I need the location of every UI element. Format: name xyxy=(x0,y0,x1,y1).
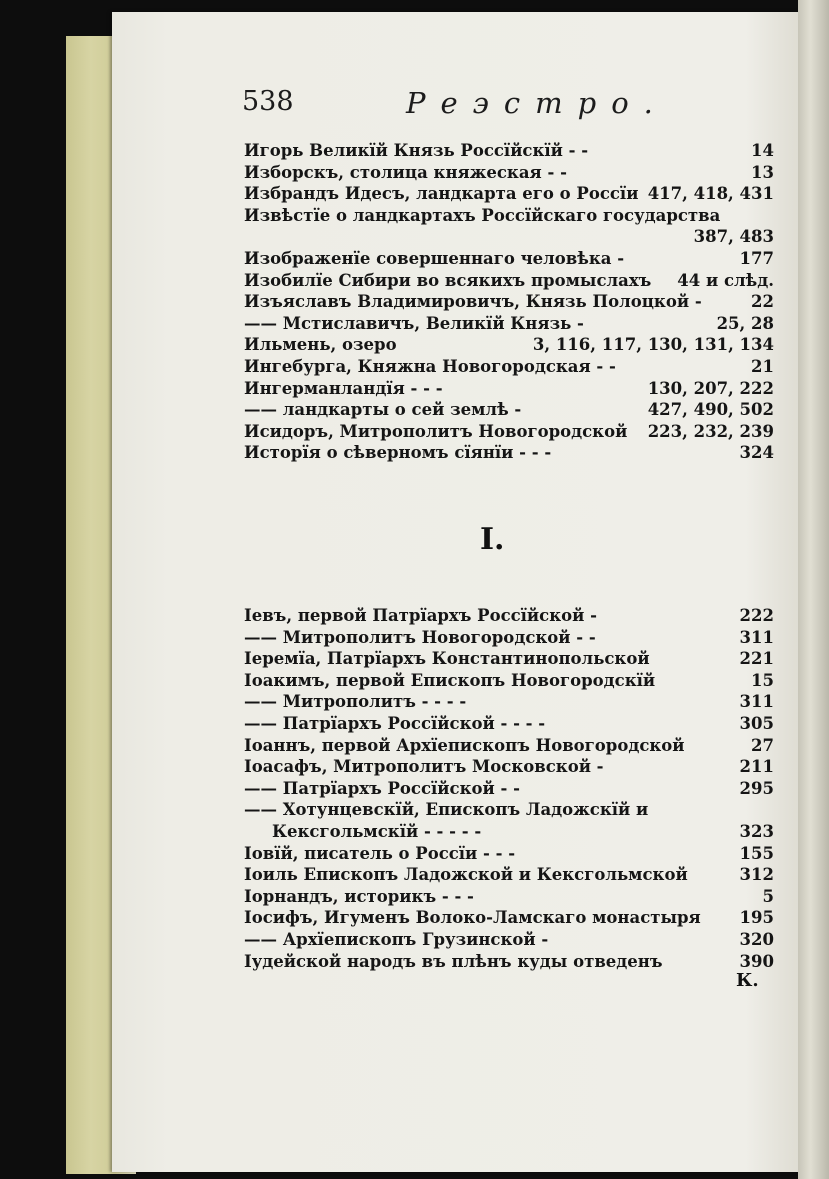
index-entry xyxy=(244,628,774,650)
index-entry xyxy=(244,184,774,206)
index-entry xyxy=(244,649,774,671)
entry-pages: 390 xyxy=(739,951,774,971)
entry-pages: 323 xyxy=(739,821,774,841)
entry-text: Iудейской народъ въ плѣнъ куды отведенъ xyxy=(244,951,663,971)
index-entry xyxy=(244,357,774,379)
entry-text: Iевъ, первой Патрїархъ Россїйской - xyxy=(244,606,597,625)
entry-text: —— ландкарты о сей землѣ - xyxy=(244,400,522,420)
index-entry xyxy=(244,844,774,866)
index-entry xyxy=(244,692,774,714)
entry-pages: 3, 116, 117, 130, 131, 134 xyxy=(532,335,774,355)
index-entry xyxy=(244,141,774,163)
entry-text: Кексгольмскїй - - - - - xyxy=(272,821,482,841)
entry-pages: 5 xyxy=(762,886,774,906)
section-heading: I. xyxy=(480,522,505,557)
index-list-i-decimal xyxy=(244,606,774,973)
entry-text: Извѣстїе о ландкартахъ Россїйскаго государства xyxy=(244,205,721,225)
entry-text: Iоиль Епископъ Ладожской и Кексгольмской xyxy=(244,865,688,885)
entry-text: Iоаннъ, первой Архїепископъ Новогородской xyxy=(244,735,685,755)
page-header xyxy=(242,86,782,126)
entry-text: —— Архїепископъ Грузинской - xyxy=(244,929,549,949)
index-entry xyxy=(244,163,774,185)
entry-pages: 195 xyxy=(739,908,774,928)
entry-text: Исидоръ, Митрополитъ Новогородской xyxy=(244,421,628,441)
entry-text: Iосифъ, Игуменъ Волоко-Ламскаго монастыря xyxy=(244,908,701,928)
entry-text: Изображенїе совершеннаго человѣка - xyxy=(244,248,625,268)
entry-pages: 320 xyxy=(739,929,774,949)
entry-text: Ингебурга, Княжна Новогородская - - xyxy=(244,356,616,376)
index-list-i xyxy=(244,141,774,465)
index-entry xyxy=(244,779,774,801)
entry-pages: 387, 483 xyxy=(693,227,774,247)
index-entry xyxy=(244,714,774,736)
index-entry-continuation xyxy=(244,822,774,844)
index-entry xyxy=(244,400,774,422)
index-entry xyxy=(244,757,774,779)
entry-pages: 15 xyxy=(751,670,774,690)
entry-pages: 14 xyxy=(751,141,774,160)
index-entry xyxy=(244,736,774,758)
entry-text: Изъяславъ Владимировичъ, Князь Полоцкой - xyxy=(244,292,702,312)
index-entry xyxy=(244,930,774,952)
entry-text: Iеремїа, Патрїархъ Константинопольской xyxy=(244,649,650,669)
entry-text: —— Хотунцевскїй, Епископъ Ладожскїй и xyxy=(244,800,649,820)
entry-pages: 221 xyxy=(739,649,774,669)
entry-pages: 311 xyxy=(739,692,774,712)
entry-text: Iовїй, писатель о Россїи - - - xyxy=(244,843,516,863)
entry-text: Iоакимъ, первой Епископъ Новогородскїй xyxy=(244,670,656,690)
entry-text: Игорь Великїй Князь Россїйскїй - - xyxy=(244,141,589,160)
entry-pages: 324 xyxy=(739,443,774,463)
entry-pages: 427, 490, 502 xyxy=(647,400,774,420)
index-entry xyxy=(244,443,774,465)
index-entry xyxy=(244,671,774,693)
index-entry xyxy=(244,908,774,930)
entry-text: Изобилїе Сибири во всякихъ промыслахъ xyxy=(244,270,652,290)
entry-pages: 21 xyxy=(751,356,774,376)
index-entry xyxy=(244,335,774,357)
index-entry xyxy=(244,249,774,271)
page-number: 538 xyxy=(242,86,294,117)
entry-text: Исторїя о сѣверномъ сїянїи - - - xyxy=(244,443,552,463)
entry-pages: 130, 207, 222 xyxy=(647,378,774,398)
entry-pages: 223, 232, 239 xyxy=(647,421,774,441)
entry-text: —— Патрїархъ Россїйской - - - - xyxy=(244,713,546,733)
entry-text: Избрандъ Идесъ, ландкарта его о Россїи xyxy=(244,184,639,204)
entry-pages: 44 и слѣд. xyxy=(677,270,774,290)
entry-text: —— Патрїархъ Россїйской - - xyxy=(244,778,520,798)
running-title: Реэстро. xyxy=(406,86,668,120)
entry-text: Iорнандъ, историкъ - - - xyxy=(244,886,474,906)
facing-page-edge xyxy=(798,0,829,1179)
index-entry-continuation xyxy=(244,227,774,249)
entry-pages: 222 xyxy=(739,606,774,625)
index-entry xyxy=(244,206,774,228)
entry-pages: 417, 418, 431 xyxy=(647,184,774,204)
entry-text: Ингерманландїя - - - xyxy=(244,378,443,398)
entry-text: Iоасафъ, Митрополитъ Московской - xyxy=(244,757,604,777)
entry-text: Изборскъ, столица княжеская - - xyxy=(244,162,567,182)
entry-pages: 27 xyxy=(751,735,774,755)
entry-text: —— Мстиславичъ, Великїй Князь - xyxy=(244,313,584,333)
entry-pages: 295 xyxy=(739,778,774,798)
index-entry xyxy=(244,800,774,822)
entry-pages: 13 xyxy=(751,162,774,182)
index-entry xyxy=(244,422,774,444)
index-entry xyxy=(244,952,774,974)
index-entry xyxy=(244,379,774,401)
catchword: К. xyxy=(736,970,759,991)
index-entry xyxy=(244,314,774,336)
index-entry xyxy=(244,292,774,314)
index-entry xyxy=(244,865,774,887)
entry-pages: 211 xyxy=(739,757,774,777)
entry-pages: 177 xyxy=(739,248,774,268)
entry-pages: 22 xyxy=(751,292,774,312)
index-entry xyxy=(244,887,774,909)
index-entry xyxy=(244,271,774,293)
entry-text: Ильмень, озеро xyxy=(244,335,397,355)
index-entry xyxy=(244,606,774,628)
entry-text: —— Митрополитъ - - - - xyxy=(244,692,467,712)
entry-pages: 312 xyxy=(739,865,774,885)
entry-pages: 25, 28 xyxy=(716,313,774,333)
entry-pages: 311 xyxy=(739,627,774,647)
entry-pages: 305 xyxy=(739,713,774,733)
entry-text: —— Митрополитъ Новогородской - - xyxy=(244,627,596,647)
entry-pages: 155 xyxy=(739,843,774,863)
